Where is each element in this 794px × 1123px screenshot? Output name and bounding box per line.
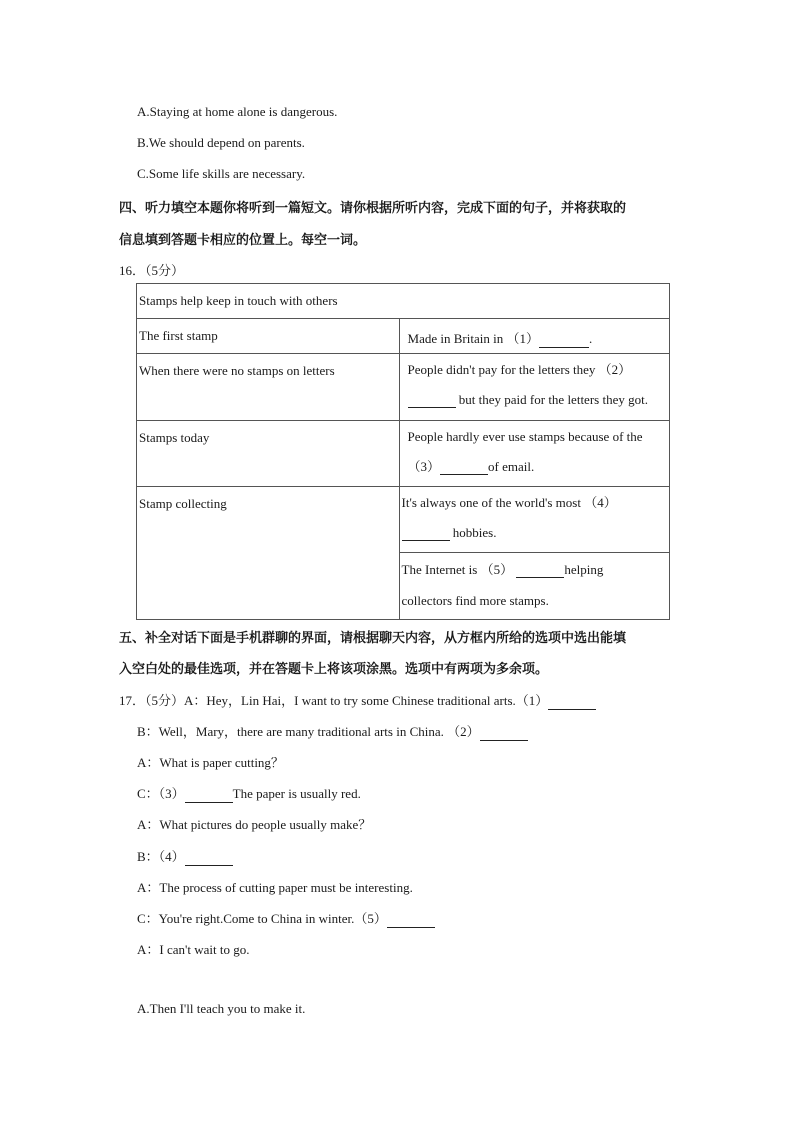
row-first-stamp-label: The first stamp: [137, 319, 400, 354]
blank-1[interactable]: [539, 331, 589, 348]
table-header: Stamps help keep in touch with others: [137, 284, 670, 319]
section5-instruction-line2: 入空白处的最佳选项，并在答题卡上将该项涂黑。选项中有两项为多余项。: [119, 662, 549, 677]
dialog-line-8: C：You're right.Come to China in winter.（5）: [137, 908, 435, 928]
option-c-prev: C.Some life skills are necessary.: [137, 166, 306, 181]
dialog-blank-2[interactable]: [480, 724, 528, 741]
row-stamps-today-label: Stamps today: [137, 421, 400, 487]
dialog-line-6: B：（4）: [137, 846, 233, 866]
answer-option-a: A.Then I'll teach you to make it.: [137, 1001, 306, 1016]
dialog-blank-4[interactable]: [185, 849, 233, 866]
row-stamp-collecting-label: Stamp collecting: [137, 487, 400, 620]
section5-instruction-line1: 五、补全对话下面是手机群聊的界面，请根据聊天内容，从方框内所给的选项中选出能填: [119, 631, 627, 646]
dialog-line-9: A：I can't wait to go.: [137, 942, 250, 957]
dialog-blank-3[interactable]: [185, 786, 233, 803]
option-a-prev: A.Staying at home alone is dangerous.: [137, 104, 338, 119]
dialog-line-3: A：What is paper cutting？: [137, 755, 284, 770]
row-no-stamps-label: When there were no stamps on letters: [137, 354, 400, 421]
blank-5[interactable]: [516, 563, 564, 578]
blank-4[interactable]: [402, 526, 450, 541]
option-b-prev: B.We should depend on parents.: [137, 135, 305, 150]
row-stamps-today-answer: People hardly ever use stamps because of the （3） of email.: [399, 421, 669, 487]
dialog-line-2: B：Well，Mary，there are many traditional arts in China. （2）: [137, 721, 528, 741]
section4-instruction-line2: 信息填到答题卡相应的位置上。每空一词。: [119, 233, 367, 248]
dialog-line-1: 17．（5分）A：Hey，Lin Hai，I want to try some Chinese traditional arts.（1）: [119, 690, 596, 710]
row-first-stamp-answer: Made in Britain in （1） .: [399, 319, 669, 354]
section4-instruction-line1: 四、听力填空本题你将听到一篇短文。请你根据所听内容，完成下面的句子，并将获取的: [119, 201, 627, 216]
row-stamp-collecting-answer-5: The Internet is （5） helping collectors find more stamps.: [399, 553, 669, 620]
dialog-line-4: C：（3） The paper is usually red.: [137, 786, 361, 801]
blank-2[interactable]: [408, 393, 456, 408]
question-16-number: 16．（5分）: [119, 263, 185, 278]
dialog-line-7: A：The process of cutting paper must be interesting.: [137, 880, 413, 895]
stamps-table: [136, 283, 670, 620]
dialog-blank-5[interactable]: [387, 911, 435, 928]
dialog-line-5: A：What pictures do people usually make？: [137, 817, 372, 832]
dialog-blank-1[interactable]: [548, 693, 596, 710]
blank-3[interactable]: [440, 460, 488, 475]
row-stamp-collecting-answer-4: It's always one of the world's most （4） hobbies.: [399, 487, 669, 553]
row-no-stamps-answer: People didn't pay for the letters they （2） but they paid for the letters they got.: [399, 354, 669, 421]
